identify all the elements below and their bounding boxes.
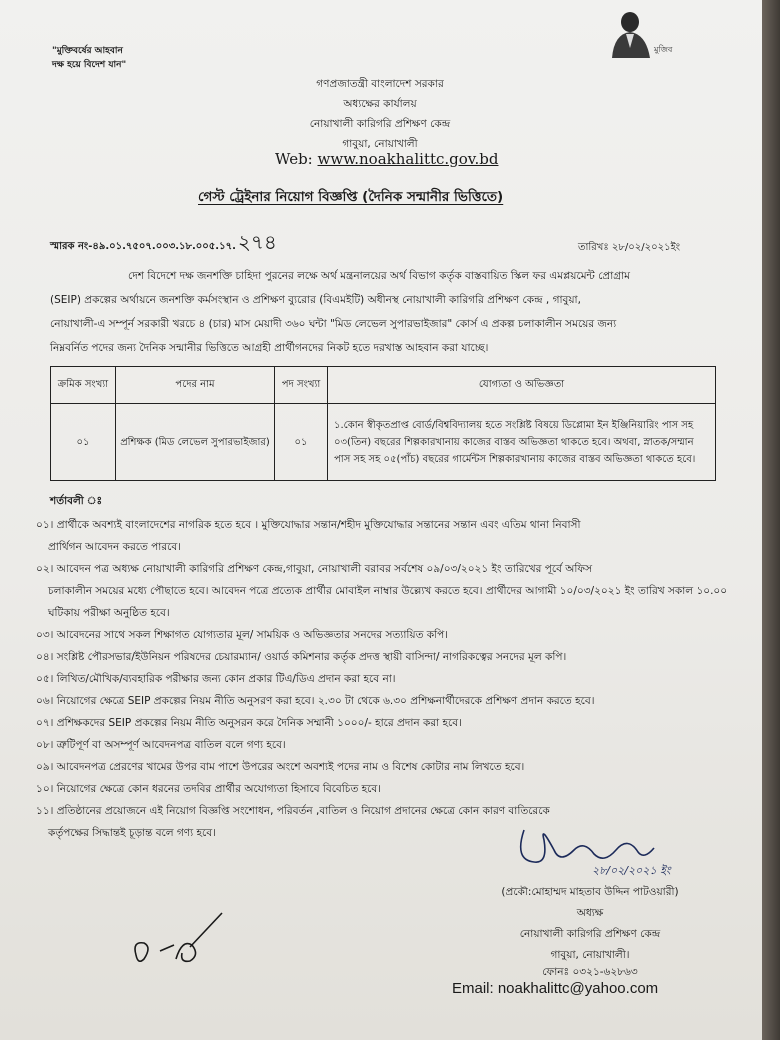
terms-list [36,514,736,844]
header-line-govt: গণপ্রজাতন্ত্রী বাংলাদেশ সরকার [316,78,444,90]
header-line-office: অধ্যক্ষের কার্যালয় [343,98,417,110]
cell-post: প্রশিক্ষক (মিড লেভেল সুপারভাইজার) [116,404,275,481]
cell-count: ০১ [275,404,328,481]
signatory-office: নোয়াখালী কারিগরি প্রশিক্ষণ কেন্দ্র [519,928,661,940]
table-row [51,404,716,481]
term-item [36,514,736,558]
slogan-line-2: দক্ষ হয়ে বিদেশ যান" [52,60,127,70]
term-text-cont: চলাকালীন সময়ের মধ্যে পৌছাতে হবে। আবেদন পত্রে প্রত্যেক প্রার্থীর মোবাইল নাম্বার উল্ল্যেখ করতে হবে। প্রার্থীদের আগামী ১০/০৩/২০২১ ইং তারিখ সকাল ১০.০০ ঘটিকায় পরীক্ষা অনুষ্ঠিত হবে। [48,585,728,619]
term-item [36,646,736,668]
term-text: ১০। নিয়োগের ক্ষেত্রে কোন ধরনের তদবির প্রার্থীর অযোগ্যতা হিসাবে বিবেচিত হবে। [36,783,382,795]
col-count: পদ সংখ্যা [275,367,328,404]
term-text: ০১। প্রার্থীকে অবশ্যই বাংলাদেশের নাগরিক হতে হবে । মুক্তিযোদ্ধার সন্তান/শহীদ মুক্তিযোদ্ধার সন্তানের সন্তান এবং এতিম থানা নিবাসী [36,519,581,531]
intro-paragraph [50,264,722,360]
term-text-cont: কর্তৃপক্ষের সিদ্ধান্তই চূড়ান্ত বলে গণ্য হবে। [48,827,216,839]
mujib-portrait-logo [604,8,674,58]
term-text: ০৪। সংশ্লিষ্ট পৌরসভার/ইউনিয়ন পরিষদের চেয়ারম্যান/ ওয়ার্ড কমিশনার কর্তৃক প্রদত্ত স্থায়ী বাসিন্দা/ নাগরিকত্বের সনদের মূল কপি। [36,651,567,663]
cell-qualification: ১.কোন স্বীকৃতপ্রাপ্ত বোর্ড/বিশ্ববিদ্যালয় হতে সংশ্লিষ্ট বিষয়ে ডিপ্লোমা ইন ইঞ্জিনিয়ারিং পাস সহ ০৩(তিন) বছরের শিল্পকারখানায় কাজের বাস্তব অভিজ্ঞতা থাকতে হবে। অথবা, স্নাতক/সম্মান পাস সহ সহ ০৫(পাঁচ) বছরের গার্মেন্টস শিল্পকারখানায় কাজের বাস্তব অভিজ্ঞতা থাকতে হবে। [328,404,716,481]
term-item [36,734,736,756]
term-text: ০৯। আবেদনপত্র প্রেরণের খামের উপর বাম পাশে উপরের অংশে অবশ্যই পদের নাম ও বিশেষ কোটার নাম লিখতে হবে। [36,761,525,773]
contact-email[interactable]: Email: noakhalittc@yahoo.com [452,980,659,997]
term-text-cont: প্রার্থিগন আবেদন করতে পারবে। [48,541,181,553]
term-text: ১১। প্রতিষ্ঠানের প্রয়োজনে এই নিয়োগ বিজ্ঞপ্তি সংশোধন, পরিবর্তন ,বাতিল ও নিয়োগ প্রদানের ক্ষেত্রে কোন কারণ বাতিরেকে [36,805,550,817]
signatory-address: গাবুয়া, নোয়াখালী। [550,949,630,961]
signature-date: ২৮/০২/২০২১ ইং [592,864,671,877]
handwritten-initial [130,905,230,975]
web-label: Web: [275,150,313,168]
terms-heading: শর্তাবলী ঃ [50,495,103,507]
term-text: ০৮। ত্রুটিপূর্ণ বা অসম্পূর্ণ আবেদনপত্র বাতিল বলে গণ্য হবে। [36,739,286,751]
header-line-institute: নোয়াখালী কারিগরি প্রশিক্ষণ কেন্দ্র [309,118,451,130]
svg-text:মুজিব: মুজিব [654,45,673,54]
desk-background-edge [762,0,780,1040]
term-item [36,756,736,778]
notice-title-text: গেস্ট ট্রেইনার নিয়োগ বিজ্ঞপ্তি (দৈনিক সন্মানীর ভিত্তিতে) [198,189,504,205]
header-line-address: গাবুয়া, নোয়াখালী [342,138,418,150]
intro-line-1: দেশ বিদেশে দক্ষ জনশক্তি চাহিদা পুরনের লক্ষে অর্থ মন্ত্রনালয়ের অর্থ বিভাগ কর্তৃক বাস্তবায়িত স্কিল ফর এমপ্লয়মেন্ট প্রোগ্রাম [128,270,631,282]
term-item [36,624,736,646]
term-item [36,778,736,800]
reference-number [50,228,277,261]
term-text: ০২। আবেদন পত্র অধ্যক্ষ নোয়াখালী কারিগরি প্রশিক্ষণ কেন্দ্র,গাবুয়া, নোয়াখালী বরাবর সর্বশেষ ০৯/০৩/২০২১ ইং তারিখের পূর্বে অফিস [36,563,593,575]
intro-line-2: (SEIP) প্রকল্পের অর্থায়নে জনশক্তি কর্মসংস্থান ও প্রশিক্ষণ ব্যুরোর (বিএমইটি) অধীনস্থ নোয়াখালী কারিগরি প্রশিক্ষণ কেন্দ্র , গাবুয়া, [50,294,581,306]
slogan-line-1: "মুক্তিবর্ষের আহবান [52,46,123,56]
col-serial: ক্রমিক সংখ্যা [51,367,116,404]
intro-line-3: নোয়াখালী-এ সম্পূর্ন সরকারী খরচে ৪ (চার) মাস মেয়াদী ৩৬০ ঘন্টা "মিড লেভেল সুপারভাইজার" কোর্স এ প্রকল্প চলাকালীন সময়ের জন্য [50,318,617,330]
slogan [52,44,126,72]
cell-serial: ০১ [51,404,116,481]
col-qualification: যোগ্যতা ও অভিজ্ঞতা [328,367,716,404]
term-text: ০৫। লিখিত/মৌখিক/ব্যবহারিক পরীক্ষার জন্য কোন প্রকার টিএ/ডিএ প্রদান করা হবে না। [36,673,396,685]
term-text: ০৬। নিয়োগের ক্ষেত্রে SEIP প্রকল্পের নিয়ম নীতি অনুসরণ করা হবে। ২.৩০ টা থেকে ৬.৩০ প্রশিক্ষনার্থীদেরকে প্রশিক্ষণ প্রদান করতে হবে। [36,695,595,707]
signatory-designation: অধ্যক্ষ [576,907,604,919]
signature-scribble [504,820,684,880]
term-text: ০৭। প্রশিক্ষকদের SEIP প্রকল্পের নিয়ম নীতি অনুসরন করে দৈনিক সম্মানী ১০০০/- হারে প্রদান করা হবে। [36,717,462,729]
col-post: পদের নাম [116,367,275,404]
intro-line-4: নিম্নবর্নিত পদের জন্য দৈনিক সন্মানীর ভিত্তিতে আগ্রহী প্রার্থীগনদের নিকট হতে দরখাস্ত আহবান করা যাচ্ছে। [50,342,489,354]
term-item [36,712,736,734]
posts-table [50,366,716,481]
notice-title [198,186,503,209]
notice-date: তারিখঃ ২৮/০২/২০২১ইং [578,242,681,253]
term-item [36,690,736,712]
table-header-row [51,367,716,404]
term-item [36,558,736,624]
signatory-name: (প্রকৌ:মোহাম্মদ মাহতাব উদ্দিন পাটওয়ারী) [501,886,679,898]
reference-handwritten-number: ২৭৪ [237,230,277,254]
web-url[interactable]: www.noakhalittc.gov.bd [317,150,499,168]
term-item [36,668,736,690]
term-text: ০৩। আবেদনের সাথে সকল শিক্ষাগত যোগ্যতার মূল/ সাময়িক ও অভিজ্ঞতার সনদের সত্যায়িত কপি। [36,629,449,641]
signatory-phone: ফোনঃ ০৩২১-৬২৮৬৩ [542,966,638,978]
website [275,150,498,168]
reference-label: স্মারক নং-৪৯.০১.৭৫০৭.০০৩.১৮.০০৫.১৭. [50,241,236,252]
